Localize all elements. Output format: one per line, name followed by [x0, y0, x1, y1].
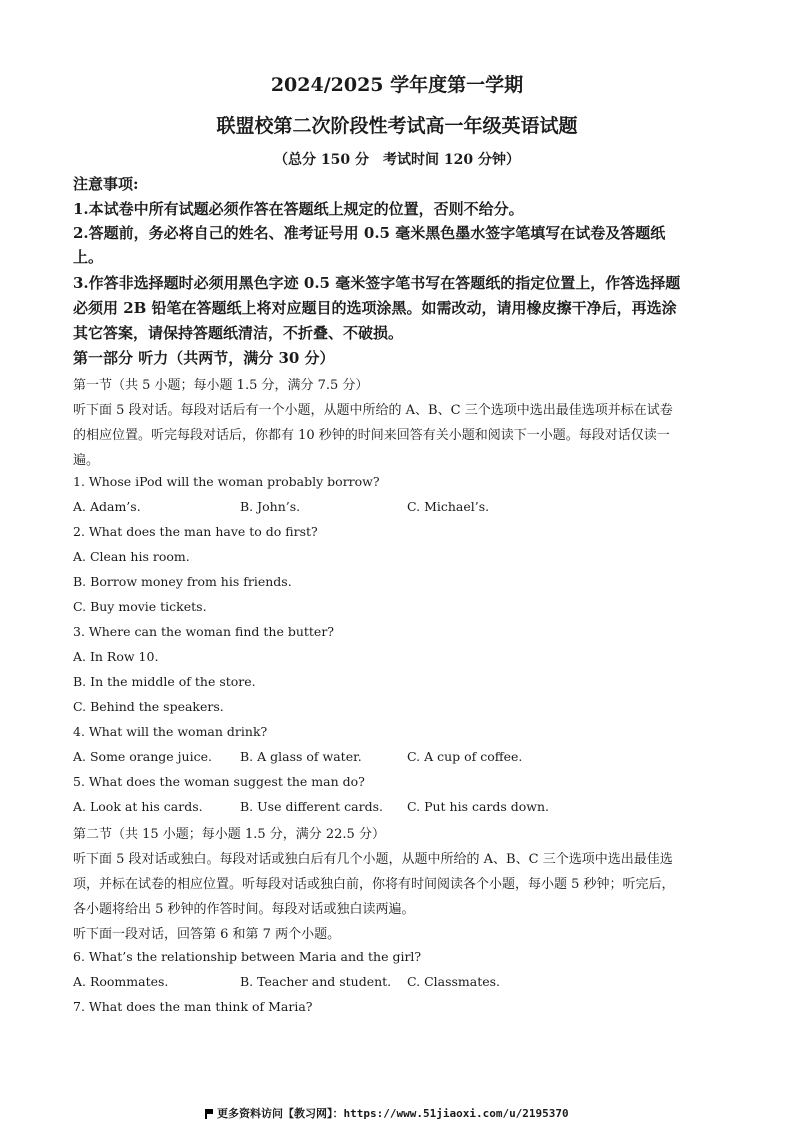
- section2-intro-line-2: 项，并标在试卷的相应位置。听每段对话或独白前，你将有时间阅读各个小题，每小题 5 秒钟；听完后，: [73, 877, 675, 892]
- section2-heading: 第二节（共 15 小题；每小题 1.5 分，满分 22.5 分）: [73, 827, 385, 842]
- question-2-option-c: C. Buy movie tickets.: [73, 599, 207, 614]
- question-6-option-c: C. Classmates.: [407, 974, 501, 989]
- question-1-option-a: A. Adam’s.: [73, 499, 141, 514]
- question-5-option-b: B. Use different cards.: [240, 799, 383, 814]
- question-5-stem: 5. What does the woman suggest the man do?: [73, 774, 365, 789]
- exam-title: 联盟校第二次阶段性考试高一年级英语试题: [216, 115, 578, 137]
- notice-item-2-line-1: 2.答题前，务必将自己的姓名、准考证号用 0.5 毫米黑色墨水签字笔填写在试卷及答题纸: [73, 224, 666, 242]
- notice-heading: 注意事项:: [73, 175, 139, 193]
- footer-link[interactable]: [205, 1105, 569, 1121]
- question-5-option-c: C. Put his cards down.: [407, 799, 550, 814]
- question-6-stem: 6. What’s the relationship between Maria and the girl?: [73, 949, 422, 964]
- question-4-option-c: C. A cup of coffee.: [407, 749, 523, 764]
- notice-item-3-line-2: 必须用 2B 铅笔在答题纸上将对应题目的选项涂黑。如需改动，请用橡皮擦干净后，再选涂: [73, 299, 677, 317]
- exam-subtitle: （总分 150 分 考试时间 120 分钟）: [274, 152, 520, 168]
- question-1-option-b: B. John’s.: [240, 499, 301, 514]
- question-7-stem: 7. What does the man think of Maria?: [73, 999, 313, 1014]
- footer-text: 更多资料访问【教习网】：https://www.51jiaoxi.com/u/2195370: [217, 1107, 569, 1120]
- question-1-option-c: C. Michael’s.: [407, 499, 490, 514]
- question-2-option-a: A. Clean his room.: [73, 549, 190, 564]
- question-3-option-b: B. In the middle of the store.: [73, 674, 256, 689]
- section2-intro-line-1: 听下面 5 段对话或独白。每段对话或独白后有几个小题，从题中所给的 A、B、C 三个选项中选出最佳选: [73, 852, 673, 867]
- notice-item-1: 1.本试卷中所有试题必须作答在答题纸上规定的位置，否则不给分。: [73, 200, 524, 218]
- notice-item-3-line-1: 3.作答非选择题时必须用黑色字迹 0.5 毫米签字笔书写在答题纸的指定位置上，作答选择题: [73, 274, 681, 292]
- notice-item-2-line-2: 上。: [73, 248, 104, 266]
- question-3-stem: 3. Where can the woman find the butter?: [73, 624, 334, 639]
- question-5-option-a: A. Look at his cards.: [73, 799, 203, 814]
- section2-intro-line-3: 各小题将给出 5 秒钟的作答时间。每段对话或独白读两遍。: [73, 902, 415, 917]
- question-2-option-b: B. Borrow money from his friends.: [73, 574, 292, 589]
- question-3-option-c: C. Behind the speakers.: [73, 699, 224, 714]
- exam-title-year: 2024/2025 学年度第一学期: [270, 74, 524, 96]
- section1-intro-line-1: 听下面 5 段对话。每段对话后有一个小题，从题中所给的 A、B、C 三个选项中选出最佳选项并标在试卷: [73, 403, 673, 418]
- section1-heading: 第一节（共 5 小题；每小题 1.5 分，满分 7.5 分）: [73, 378, 369, 393]
- question-6-option-b: B. Teacher and student.: [240, 974, 392, 989]
- flag-icon: [205, 1109, 213, 1118]
- section1-intro-line-3: 遍。: [73, 453, 100, 468]
- question-1-stem: 1. Whose iPod will the woman probably borrow?: [73, 474, 380, 489]
- question-6-option-a: A. Roommates.: [73, 974, 169, 989]
- question-3-option-a: A. In Row 10.: [73, 649, 159, 664]
- notice-item-3-line-3: 其它答案，请保持答题纸清洁，不折叠、不破损。: [73, 324, 404, 342]
- question-2-stem: 2. What does the man have to do first?: [73, 524, 318, 539]
- section1-intro-line-2: 的相应位置。听完每段对话后，你都有 10 秒钟的时间来回答有关小题和阅读下一小题。每段对话仅读一: [73, 428, 670, 443]
- question-4-option-b: B. A glass of water.: [240, 749, 362, 764]
- section2-instruction: 听下面一段对话，回答第 6 和第 7 两个小题。: [73, 927, 341, 942]
- question-4-option-a: A. Some orange juice.: [73, 749, 212, 764]
- part1-heading: 第一部分 听力（共两节，满分 30 分）: [73, 349, 335, 367]
- question-4-stem: 4. What will the woman drink?: [73, 724, 268, 739]
